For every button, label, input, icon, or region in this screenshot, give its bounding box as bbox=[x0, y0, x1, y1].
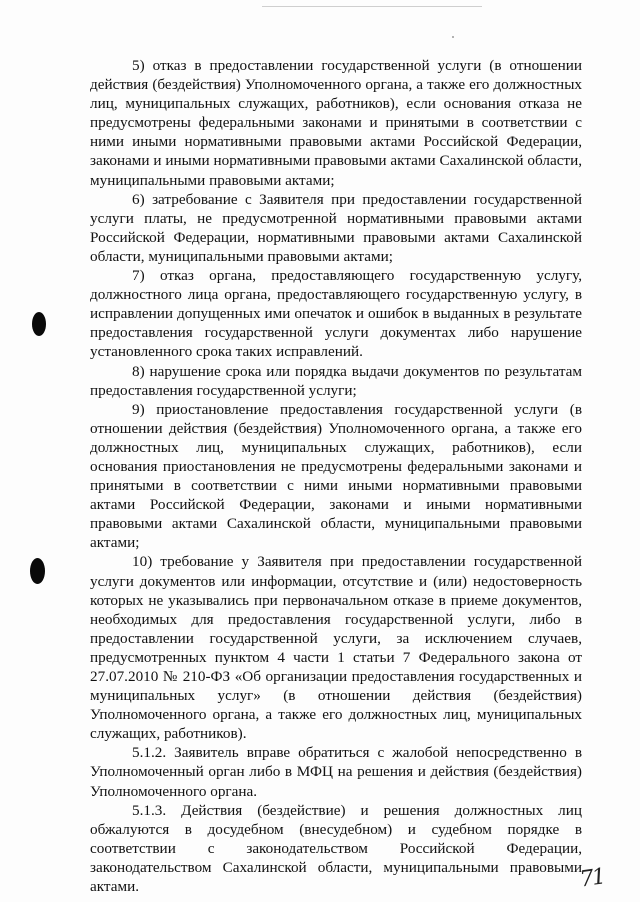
paragraph-item-7: 7) отказ органа, предоставляющего государственную услугу, должностного лица органа, предоставляющего государственную услугу, в исправлении допущенных ими опечаток и ошибок в выданных в результате предоставления государственной услуги документах либо нарушение установленного срока таких исправлений. bbox=[90, 267, 582, 361]
paragraph-clause-5-1-2: 5.1.2. Заявитель вправе обратиться с жалобой непосредственно в Уполномоченный орган либо в МФЦ на решения и действия (бездействия) Уполномоченного органа. bbox=[90, 744, 582, 800]
binder-hole-upper bbox=[32, 312, 46, 336]
paragraph-item-9: 9) приостановление предоставления государственной услуги (в отношении действия (бездействия) Уполномоченного органа, а также его должностных лиц, муниципальных служащих, работников), если основания приостановления не предусмотрены федеральными законами и принятыми в соответствии с ними иными нормативными правовыми актами Российской Федерации, законами и иными нормативными правовыми актами Сахалинской области, муниципальными правовыми актами; bbox=[90, 400, 582, 552]
paragraph-clause-5-1-3: 5.1.3. Действия (бездействие) и решения должностных лиц обжалуются в досудебном (внесудебном) и судебном порядке в соответствии с законодательством Российской Федерации, законодательством Сахалинской области, муниципальными правовыми актами. bbox=[90, 801, 582, 896]
paragraph-item-8: 8) нарушение срока или порядка выдачи документов по результатам предоставления государственной услуги; bbox=[90, 362, 582, 399]
document-body bbox=[90, 56, 582, 896]
handwritten-page-number: 71 bbox=[578, 864, 606, 893]
paragraph-item-5: 5) отказ в предоставлении государственной услуги (в отношении действия (бездействия) Уполномоченного органа, а также его должностных лиц, муниципальных служащих, работников), если основания отказа не предусмотрены федеральными законами и принятыми в соответствии с ними иными нормативными правовыми актами Российской Федерации, законами и иными нормативными правовыми актами Сахалинской области, муниципальными правовыми актами; bbox=[90, 57, 582, 189]
paragraph-item-6: 6) затребование с Заявителя при предоставлении государственной услуги платы, не предусмотренной нормативными правовыми актами Российской Федерации, нормативными правовыми актами Сахалинской области, муниципальными правовыми актами; bbox=[90, 190, 582, 265]
paragraph-item-10: 10) требование у Заявителя при предоставлении государственной услуги документов или информации, отсутствие и (или) недостоверность которых не указывались при первоначальном отказе в приеме документов, необходимых для предоставления государственной услуги, либо в предоставлении государственной услуги, за исключением случаев, предусмотренных пунктом 4 части 1 статьи 7 Федерального закона от 27.07.2010 № 210-ФЗ «Об организации предоставления государственных и муниципальных услуг» (в отношении действия (бездействия) Уполномоченного органа, а также его должностных лиц, муниципальных служащих, работников). bbox=[90, 553, 582, 743]
binder-hole-lower bbox=[30, 558, 45, 584]
scan-speck bbox=[452, 36, 454, 38]
scan-artifact-line bbox=[262, 6, 482, 7]
